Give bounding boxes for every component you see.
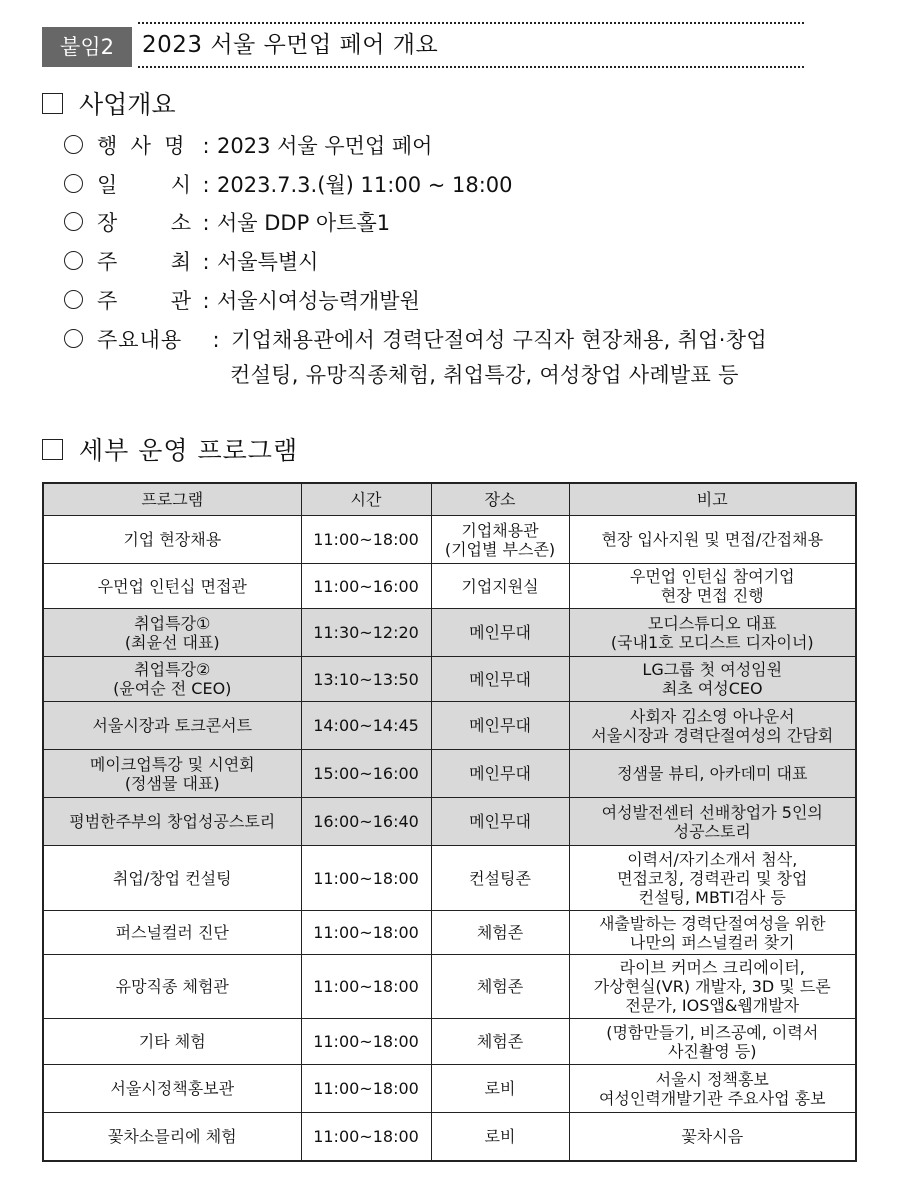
note-cell-line: 컨설팅, MBTI검사 등: [638, 887, 786, 907]
place-cell-line: 로비: [484, 1126, 516, 1146]
overview-label: 장 소: [97, 211, 191, 235]
place-cell: [431, 798, 569, 846]
overview-item: 주요내용 : 기업채용관에서 경력단절여성 구직자 현장채용, 취업·창업: [64, 325, 767, 355]
overview-item: 주 관 : 서울시여성능력개발원: [64, 286, 420, 316]
place-cell: [431, 846, 569, 911]
place-cell-line: 기업채용관: [461, 520, 539, 540]
program-cell-line: 기타 체험: [138, 1032, 206, 1051]
table-row: [43, 750, 856, 798]
time-cell: 11:00~16:00: [301, 564, 431, 609]
overview-heading: [42, 88, 176, 122]
program-cell-line: 서울시장과 토크콘서트: [92, 716, 253, 735]
place-cell-line: 메인무대: [469, 669, 531, 689]
place-cell: [431, 1019, 569, 1065]
note-cell-line: 면접코칭, 경력관리 및 창업: [617, 868, 808, 888]
overview-label: 일 시: [97, 173, 191, 197]
note-cell-line: 이력서/자기소개서 첨삭,: [627, 849, 798, 869]
program-cell-line: 기업 현장채용: [123, 530, 222, 549]
place-cell-line: 체험존: [476, 923, 524, 942]
overview-label: 주 최: [97, 250, 191, 274]
note-cell-line: 전문가, IOS앱&웹개발자: [625, 996, 800, 1015]
time-cell: 14:00~14:45: [301, 702, 431, 750]
time-cell: 11:00~18:00: [301, 516, 431, 564]
time-cell: 13:10~13:50: [301, 657, 431, 702]
table-row: [43, 657, 856, 702]
program-cell-line: 평범한주부의 창업성공스토리: [69, 812, 276, 831]
overview-value: 서울시여성능력개발원: [217, 289, 420, 313]
table-row: [43, 1113, 856, 1161]
column-header: 프로그램: [43, 483, 301, 516]
table-row: [43, 955, 856, 1019]
place-cell-line: 메인무대: [469, 623, 531, 642]
program-cell-line: 유망직종 체험관: [115, 977, 229, 996]
note-cell-line: 서울시장과 경력단절여성의 간담회: [591, 725, 834, 745]
program-cell-line: (정샘물 대표): [124, 773, 220, 793]
circle-bullet-icon: [64, 212, 83, 231]
program-cell: [43, 516, 301, 564]
place-cell: [431, 702, 569, 750]
overview-heading-text: 사업개요: [79, 90, 176, 119]
program-cell: [43, 657, 301, 702]
program-cell-line: (최윤선 대표): [124, 632, 220, 652]
note-cell-line: 여성인력개발기관 주요사업 홍보: [598, 1088, 826, 1108]
program-heading: [42, 434, 298, 468]
place-cell: [431, 911, 569, 955]
note-cell: [569, 1113, 856, 1161]
note-cell-line: 꽃차시음: [681, 1126, 744, 1146]
note-cell-line: 나만의 퍼스널컬러 찾기: [629, 932, 795, 952]
place-cell: [431, 1065, 569, 1113]
table-row: [43, 1065, 856, 1113]
program-cell: [43, 955, 301, 1019]
note-cell: [569, 1065, 856, 1113]
overview-value: 기업채용관에서 경력단절여성 구직자 현장채용, 취업·창업: [231, 328, 767, 352]
table-row: [43, 609, 856, 657]
place-cell-line: 메인무대: [469, 812, 531, 831]
place-cell-line: 체험존: [476, 1032, 524, 1051]
column-header: 비고: [569, 483, 856, 516]
overview-label: 주요내용: [97, 328, 183, 352]
place-cell-line: 메인무대: [469, 716, 531, 735]
note-cell: [569, 564, 856, 609]
dotted-rule-bottom: [138, 66, 804, 68]
note-cell-line: 사진촬영 등): [667, 1041, 757, 1061]
circle-bullet-icon: [64, 290, 83, 309]
place-cell: [431, 564, 569, 609]
note-cell-line: (국내1호 모디스트 디자이너): [610, 632, 814, 652]
square-bullet-icon: [42, 439, 63, 460]
note-cell-line: 가상현실(VR) 개발자, 3D 및 드론: [593, 977, 831, 996]
program-cell-line: 서울시정책홍보관: [110, 1079, 235, 1098]
place-cell: [431, 1113, 569, 1161]
overview-label: 주 관: [97, 289, 191, 313]
overview-label: 행 사 명: [97, 134, 185, 158]
table-row: [43, 846, 856, 911]
program-cell-line: 취업특강②: [134, 660, 211, 679]
program-cell: [43, 1019, 301, 1065]
column-header: 시간: [301, 483, 431, 516]
place-cell-line: 로비: [484, 1079, 516, 1098]
note-cell-line: 사회자 김소영 아나운서: [629, 706, 795, 726]
place-cell: [431, 750, 569, 798]
note-cell: [569, 1019, 856, 1065]
place-cell-line: 컨설팅존: [469, 868, 531, 888]
note-cell-line: LG그룹 첫 여성임원: [642, 660, 783, 679]
place-cell: [431, 609, 569, 657]
table-header-row: [43, 483, 856, 516]
place-cell: [431, 516, 569, 564]
note-cell: [569, 846, 856, 911]
time-cell: 11:00~18:00: [301, 846, 431, 911]
overview-value: 2023.7.3.(월) 11:00 ~ 18:00: [217, 173, 513, 197]
dotted-rule-top: [138, 22, 804, 24]
overview-value-continued: 컨설팅, 유망직종체험, 취업특강, 여성창업 사례발표 등: [230, 363, 739, 387]
table-row: [43, 911, 856, 955]
program-cell: [43, 702, 301, 750]
note-cell-line: 정샘물 뷰티, 아카데미 대표: [617, 764, 808, 783]
program-cell-line: 우먼업 인턴십 면접관: [97, 576, 247, 596]
note-cell-line: 현장 입사지원 및 면접/간접채용: [601, 530, 824, 549]
note-cell: [569, 702, 856, 750]
note-cell-line: 라이브 커머스 크리에이터,: [619, 958, 805, 977]
time-cell: 11:00~18:00: [301, 1019, 431, 1065]
table-row: [43, 702, 856, 750]
document-title: 2023 서울 우먼업 페어 개요: [142, 32, 439, 58]
program-cell-line: 취업특강①: [134, 613, 211, 633]
note-cell-line: 성공스토리: [673, 821, 751, 841]
overview-item: 일 시 : 2023.7.3.(월) 11:00 ~ 18:00: [64, 170, 513, 200]
note-cell: [569, 609, 856, 657]
time-cell: 15:00~16:00: [301, 750, 431, 798]
circle-bullet-icon: [64, 251, 83, 270]
program-cell-line: 취업/창업 컨설팅: [112, 868, 232, 888]
place-cell-line: 기업지원실: [461, 576, 539, 596]
place-cell: [431, 955, 569, 1019]
note-cell-line: 여성발전센터 선배창업가 5인의: [601, 802, 823, 822]
time-cell: 11:00~18:00: [301, 1065, 431, 1113]
program-cell: [43, 798, 301, 846]
note-cell: [569, 798, 856, 846]
note-cell-line: (명함만들기, 비즈공예, 이력서: [606, 1022, 819, 1042]
place-cell-line: 메인무대: [469, 764, 531, 783]
column-header: 장소: [431, 483, 569, 516]
circle-bullet-icon: [64, 135, 83, 154]
overview-item: 장 소 : 서울 DDP 아트홀1: [64, 208, 390, 238]
attachment-badge: 붙임2: [42, 27, 132, 67]
program-cell-line: (윤여순 전 CEO): [113, 679, 232, 698]
time-cell: 11:30~12:20: [301, 609, 431, 657]
time-cell: 11:00~18:00: [301, 1113, 431, 1161]
note-cell: [569, 516, 856, 564]
note-cell-line: 서울시 정책홍보: [655, 1069, 769, 1089]
program-cell: [43, 564, 301, 609]
table-row: [43, 516, 856, 564]
program-cell: [43, 1065, 301, 1113]
program-cell: [43, 609, 301, 657]
place-cell-line: (기업별 부스존): [444, 539, 556, 559]
note-cell: [569, 955, 856, 1019]
time-cell: 16:00~16:40: [301, 798, 431, 846]
square-bullet-icon: [42, 93, 63, 114]
overview-value: 서울 DDP 아트홀1: [217, 211, 391, 235]
overview-item: 주 최 : 서울특별시: [64, 247, 318, 277]
program-heading-text: 세부 운영 프로그램: [79, 436, 299, 465]
circle-bullet-icon: [64, 329, 83, 348]
note-cell-line: 모디스튜디오 대표: [647, 613, 777, 633]
circle-bullet-icon: [64, 174, 83, 193]
place-cell-line: 체험존: [476, 977, 524, 996]
table-row: [43, 1019, 856, 1065]
document-header: [42, 22, 804, 68]
note-cell: [569, 657, 856, 702]
program-cell: [43, 750, 301, 798]
place-cell: [431, 657, 569, 702]
program-table: [42, 482, 857, 1162]
program-cell: [43, 846, 301, 911]
note-cell-line: 새출발하는 경력단절여성을 위한: [598, 913, 826, 933]
time-cell: 11:00~18:00: [301, 911, 431, 955]
overview-item: 행 사 명 : 2023 서울 우먼업 페어: [64, 131, 432, 161]
time-cell: 11:00~18:00: [301, 955, 431, 1019]
note-cell-line: 현장 면접 진행: [660, 586, 764, 605]
program-cell: [43, 1113, 301, 1161]
table-row: [43, 798, 856, 846]
program-cell-line: 퍼스널컬러 진단: [115, 923, 229, 942]
note-cell: [569, 750, 856, 798]
note-cell-line: 우먼업 인턴십 참여기업: [629, 567, 795, 586]
program-cell-line: 메이크업특강 및 시연회: [89, 754, 255, 774]
note-cell: [569, 911, 856, 955]
program-cell-line: 꽃차소믈리에 체험: [107, 1126, 237, 1146]
overview-value: 서울특별시: [217, 250, 319, 274]
note-cell-line: 최초 여성CEO: [661, 679, 763, 698]
program-cell: [43, 911, 301, 955]
table-row: [43, 564, 856, 609]
overview-value: 2023 서울 우먼업 페어: [217, 134, 433, 158]
